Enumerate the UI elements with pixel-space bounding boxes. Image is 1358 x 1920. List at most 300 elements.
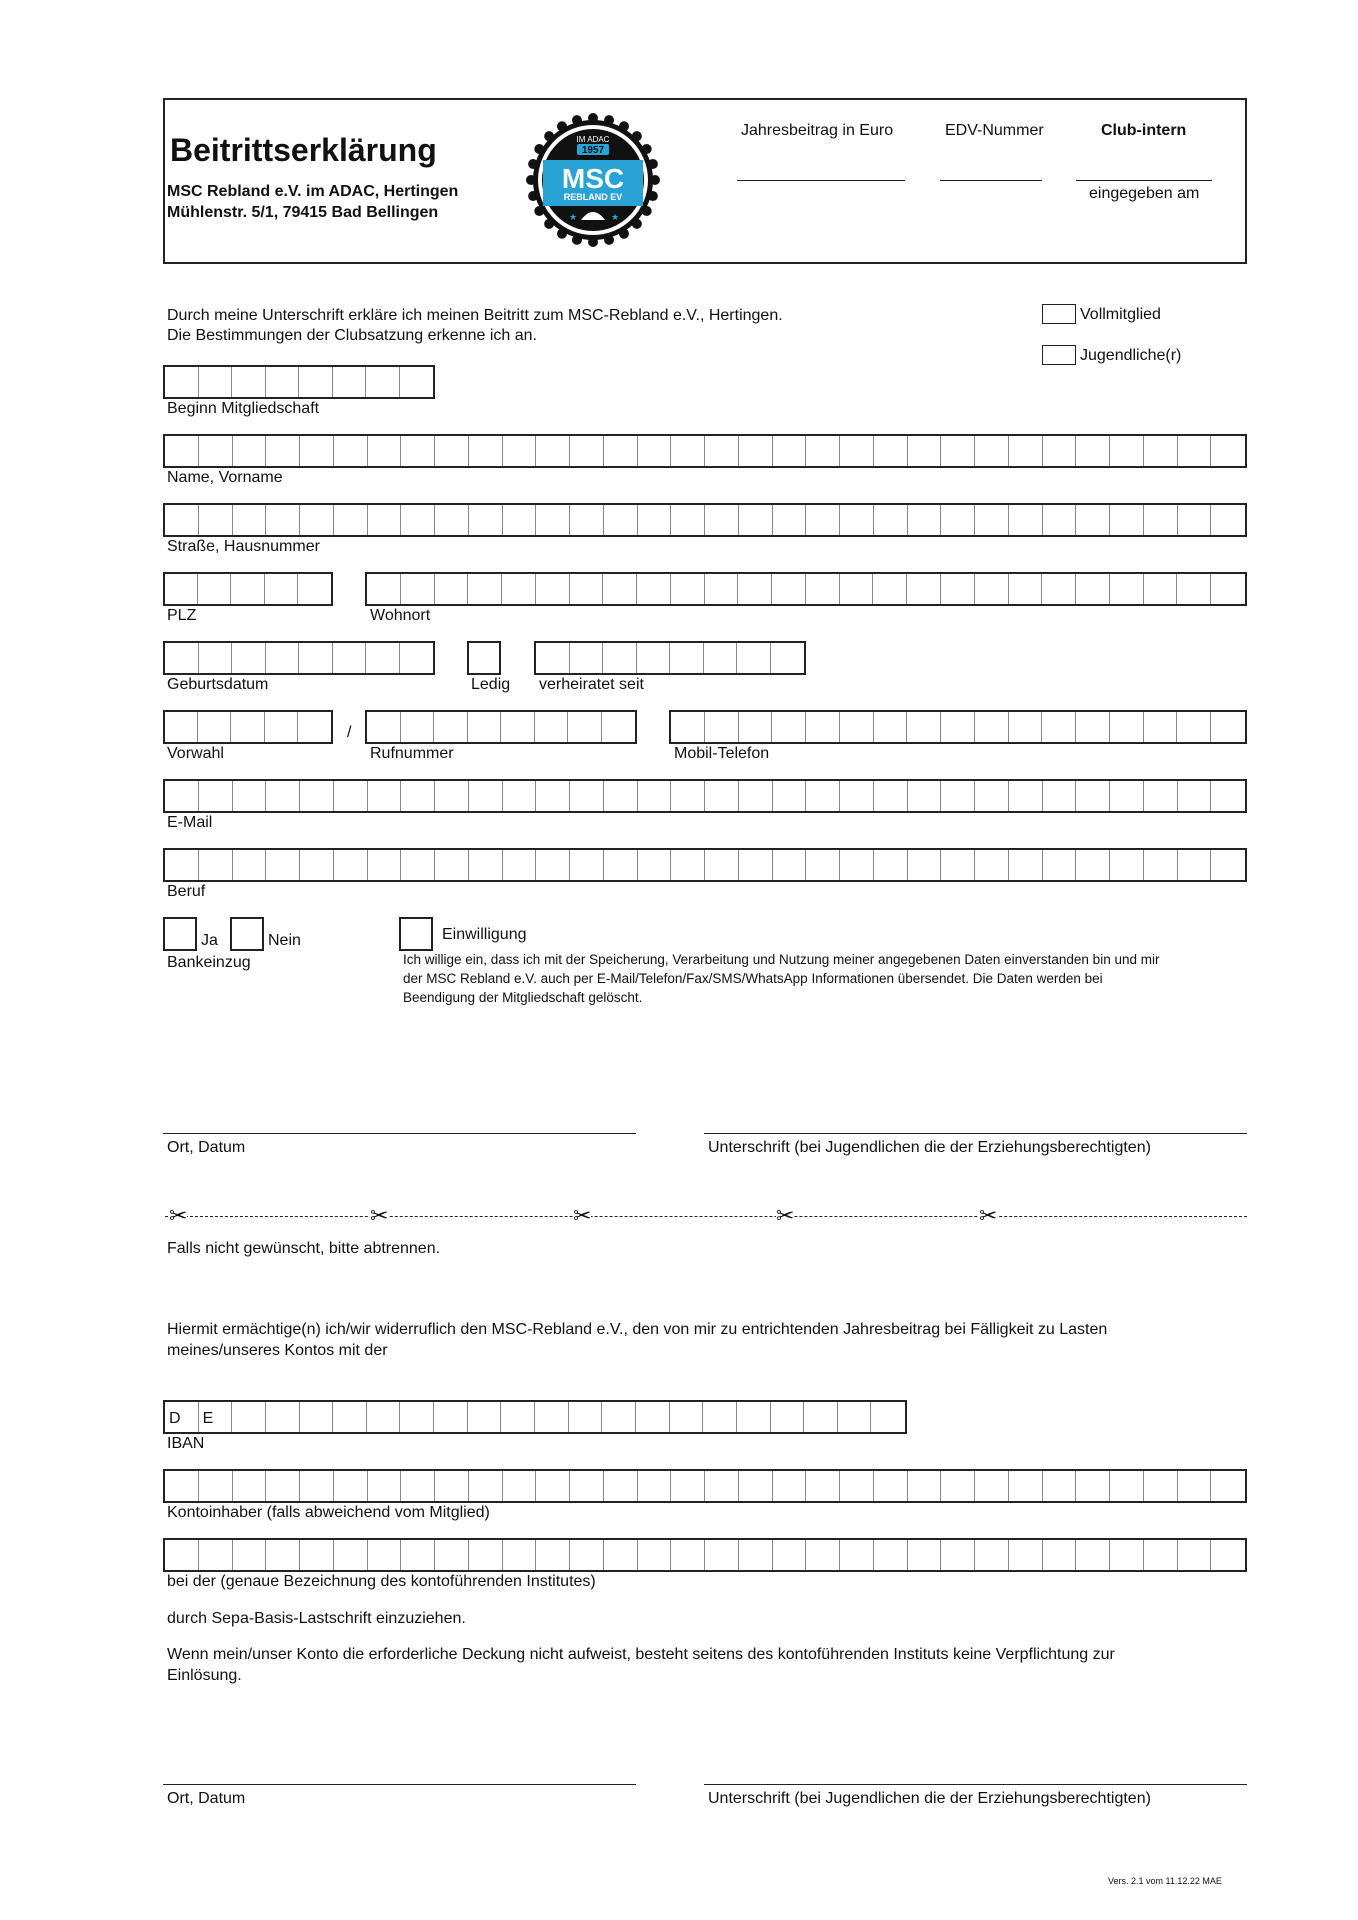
- grid-cell[interactable]: [266, 436, 300, 466]
- grid-cell[interactable]: [840, 436, 874, 466]
- grid-cell[interactable]: [435, 505, 469, 535]
- grid-cell[interactable]: [570, 505, 604, 535]
- grid-cell[interactable]: [975, 436, 1009, 466]
- grid-cell[interactable]: [1110, 1471, 1144, 1501]
- grid-cell[interactable]: [1043, 850, 1077, 880]
- grid-cell[interactable]: [806, 436, 840, 466]
- place-date-line-1[interactable]: [163, 1133, 636, 1134]
- grid-cell[interactable]: [535, 1402, 569, 1432]
- grid-cell[interactable]: [603, 574, 637, 604]
- grid-cell[interactable]: [773, 850, 807, 880]
- grid-cell[interactable]: [840, 574, 874, 604]
- grid-cell[interactable]: [368, 505, 402, 535]
- grid-cell[interactable]: [840, 1471, 874, 1501]
- grid-cell[interactable]: [299, 367, 333, 397]
- grid-cell[interactable]: [165, 1540, 199, 1570]
- grid-cell[interactable]: [400, 643, 433, 673]
- start-date-field[interactable]: [163, 365, 435, 399]
- grid-cell[interactable]: [300, 1540, 334, 1570]
- grid-cell[interactable]: [1178, 505, 1212, 535]
- grid-cell[interactable]: [838, 1402, 872, 1432]
- grid-cell[interactable]: [501, 712, 535, 742]
- grid-cell[interactable]: [536, 781, 570, 811]
- grid-cell[interactable]: [1211, 574, 1245, 604]
- grid-cell[interactable]: [671, 574, 705, 604]
- grid-cell[interactable]: [1110, 436, 1144, 466]
- grid-cell[interactable]: [469, 1540, 503, 1570]
- debit-yes-checkbox[interactable]: [163, 917, 197, 951]
- grid-cell[interactable]: [1009, 712, 1043, 742]
- grid-cell[interactable]: [1043, 436, 1077, 466]
- grid-cell[interactable]: [772, 712, 806, 742]
- grid-cell[interactable]: [975, 574, 1009, 604]
- grid-cell[interactable]: [638, 850, 672, 880]
- grid-cell[interactable]: [737, 643, 771, 673]
- place-date-line-2[interactable]: [163, 1784, 636, 1785]
- grid-cell[interactable]: [638, 1540, 672, 1570]
- grid-cell[interactable]: [874, 781, 908, 811]
- grid-cell[interactable]: [266, 643, 300, 673]
- grid-cell[interactable]: [300, 1402, 334, 1432]
- grid-cell[interactable]: [435, 1471, 469, 1501]
- grid-cell[interactable]: [1144, 505, 1178, 535]
- grid-cell[interactable]: [739, 505, 773, 535]
- grid-cell[interactable]: [1110, 1540, 1144, 1570]
- grid-cell[interactable]: [806, 574, 840, 604]
- grid-cell[interactable]: [233, 781, 267, 811]
- grid-cell[interactable]: [400, 367, 433, 397]
- grid-cell[interactable]: [198, 574, 231, 604]
- grid-cell[interactable]: [300, 781, 334, 811]
- grid-cell[interactable]: [705, 781, 739, 811]
- grid-cell[interactable]: [434, 1402, 468, 1432]
- grid-cell[interactable]: [1178, 1471, 1212, 1501]
- grid-cell[interactable]: [199, 781, 233, 811]
- grid-cell[interactable]: [1178, 1540, 1212, 1570]
- grid-cell[interactable]: [165, 1471, 199, 1501]
- zip-field[interactable]: [163, 572, 333, 606]
- grid-cell[interactable]: [806, 1540, 840, 1570]
- grid-cell[interactable]: [739, 1540, 773, 1570]
- edv-number-line[interactable]: [940, 180, 1042, 181]
- grid-cell[interactable]: [198, 712, 231, 742]
- single-checkbox[interactable]: [467, 641, 501, 675]
- grid-cell[interactable]: [1076, 781, 1110, 811]
- grid-cell[interactable]: [468, 574, 502, 604]
- grid-cell[interactable]: [1076, 436, 1110, 466]
- grid-cell[interactable]: [536, 1540, 570, 1570]
- grid-cell[interactable]: [334, 1540, 368, 1570]
- grid-cell[interactable]: [1144, 1471, 1178, 1501]
- grid-cell[interactable]: [570, 850, 604, 880]
- grid-cell[interactable]: [975, 1471, 1009, 1501]
- grid-cell[interactable]: [469, 436, 503, 466]
- grid-cell[interactable]: [874, 505, 908, 535]
- grid-cell[interactable]: [804, 1402, 838, 1432]
- grid-cell[interactable]: [334, 436, 368, 466]
- signature-line-2[interactable]: [704, 1784, 1247, 1785]
- grid-cell[interactable]: [941, 574, 975, 604]
- grid-cell[interactable]: [199, 1471, 233, 1501]
- grid-cell[interactable]: [199, 850, 233, 880]
- grid-cell[interactable]: [199, 1540, 233, 1570]
- grid-cell[interactable]: [233, 850, 267, 880]
- grid-cell[interactable]: [199, 436, 233, 466]
- grid-cell[interactable]: [368, 1471, 402, 1501]
- grid-cell[interactable]: [1009, 436, 1043, 466]
- grid-cell[interactable]: [231, 574, 264, 604]
- grid-cell[interactable]: [233, 505, 267, 535]
- grid-cell[interactable]: [705, 850, 739, 880]
- grid-cell[interactable]: [604, 436, 638, 466]
- grid-cell[interactable]: [334, 505, 368, 535]
- grid-cell[interactable]: [874, 850, 908, 880]
- grid-cell[interactable]: [266, 367, 300, 397]
- grid-cell[interactable]: [1043, 1540, 1077, 1570]
- grid-cell[interactable]: [569, 1402, 603, 1432]
- grid-cell[interactable]: [233, 1540, 267, 1570]
- grid-cell[interactable]: [266, 505, 300, 535]
- grid-cell[interactable]: [975, 505, 1009, 535]
- grid-cell[interactable]: [368, 1540, 402, 1570]
- grid-cell[interactable]: [671, 505, 705, 535]
- grid-cell[interactable]: [1211, 505, 1245, 535]
- grid-cell[interactable]: [907, 574, 941, 604]
- grid-cell[interactable]: [671, 781, 705, 811]
- grid-cell[interactable]: [1009, 850, 1043, 880]
- grid-cell[interactable]: [400, 1402, 434, 1432]
- grid-cell[interactable]: [300, 436, 334, 466]
- grid-cell[interactable]: [469, 505, 503, 535]
- grid-cell[interactable]: [265, 574, 298, 604]
- grid-cell[interactable]: [705, 1471, 739, 1501]
- grid-cell[interactable]: [1211, 850, 1245, 880]
- grid-cell[interactable]: [298, 712, 331, 742]
- grid-cell[interactable]: [1178, 781, 1212, 811]
- grid-cell[interactable]: [535, 712, 569, 742]
- grid-cell[interactable]: [941, 781, 975, 811]
- grid-cell[interactable]: [1009, 574, 1043, 604]
- grid-cell[interactable]: [401, 1540, 435, 1570]
- grid-cell[interactable]: [738, 574, 772, 604]
- grid-cell[interactable]: [536, 1471, 570, 1501]
- grid-cell[interactable]: [638, 1471, 672, 1501]
- grid-cell[interactable]: [298, 574, 331, 604]
- grid-cell[interactable]: [570, 574, 604, 604]
- grid-cell[interactable]: [165, 643, 199, 673]
- youth-member-checkbox[interactable]: [1042, 345, 1076, 365]
- job-field[interactable]: [163, 848, 1247, 882]
- grid-cell[interactable]: [908, 505, 942, 535]
- grid-cell[interactable]: [771, 643, 804, 673]
- grid-cell[interactable]: [941, 436, 975, 466]
- grid-cell[interactable]: [266, 1402, 300, 1432]
- grid-cell[interactable]: [1211, 436, 1245, 466]
- street-field[interactable]: [163, 503, 1247, 537]
- grid-cell[interactable]: [1042, 574, 1076, 604]
- grid-cell[interactable]: [265, 712, 298, 742]
- grid-cell[interactable]: [604, 1540, 638, 1570]
- signature-line-1[interactable]: [704, 1133, 1247, 1134]
- grid-cell[interactable]: [568, 712, 602, 742]
- grid-cell[interactable]: [503, 1471, 537, 1501]
- grid-cell[interactable]: [772, 574, 806, 604]
- grid-cell[interactable]: [1144, 436, 1178, 466]
- grid-cell[interactable]: [1177, 574, 1211, 604]
- birthdate-field[interactable]: [163, 641, 435, 675]
- grid-cell[interactable]: [536, 505, 570, 535]
- grid-cell[interactable]: [1042, 712, 1076, 742]
- grid-cell[interactable]: [1009, 505, 1043, 535]
- grid-cell[interactable]: [671, 712, 705, 742]
- grid-cell[interactable]: [907, 712, 941, 742]
- grid-cell[interactable]: [165, 574, 198, 604]
- grid-cell[interactable]: [570, 781, 604, 811]
- grid-cell[interactable]: [165, 367, 199, 397]
- grid-cell[interactable]: [536, 850, 570, 880]
- grid-cell[interactable]: [1211, 781, 1245, 811]
- grid-cell[interactable]: [671, 436, 705, 466]
- grid-cell[interactable]: [300, 1471, 334, 1501]
- grid-cell[interactable]: [570, 1540, 604, 1570]
- city-field[interactable]: [365, 572, 1247, 606]
- grid-cell[interactable]: [401, 781, 435, 811]
- grid-cell[interactable]: [670, 1402, 704, 1432]
- grid-cell[interactable]: [435, 436, 469, 466]
- grid-cell[interactable]: [840, 712, 874, 742]
- grid-cell[interactable]: [704, 643, 738, 673]
- grid-cell[interactable]: [266, 781, 300, 811]
- grid-cell[interactable]: [266, 1540, 300, 1570]
- grid-cell[interactable]: [503, 505, 537, 535]
- grid-cell[interactable]: [199, 367, 233, 397]
- grid-cell[interactable]: [1110, 574, 1144, 604]
- grid-cell[interactable]: [231, 712, 264, 742]
- grid-cell[interactable]: [434, 712, 468, 742]
- grid-cell[interactable]: [739, 850, 773, 880]
- grid-cell[interactable]: E: [199, 1402, 233, 1432]
- grid-cell[interactable]: [165, 505, 199, 535]
- grid-cell[interactable]: D: [165, 1402, 199, 1432]
- grid-cell[interactable]: [233, 1471, 267, 1501]
- grid-cell[interactable]: [1144, 781, 1178, 811]
- name-field[interactable]: [163, 434, 1247, 468]
- grid-cell[interactable]: [1144, 712, 1178, 742]
- grid-cell[interactable]: [705, 436, 739, 466]
- grid-cell[interactable]: [806, 712, 840, 742]
- grid-cell[interactable]: [604, 505, 638, 535]
- grid-cell[interactable]: [739, 1471, 773, 1501]
- grid-cell[interactable]: [874, 436, 908, 466]
- grid-cell[interactable]: [570, 436, 604, 466]
- grid-cell[interactable]: [401, 712, 435, 742]
- grid-cell[interactable]: [840, 505, 874, 535]
- grid-cell[interactable]: [637, 574, 671, 604]
- grid-cell[interactable]: [468, 1402, 502, 1432]
- grid-cell[interactable]: [1211, 1540, 1245, 1570]
- grid-cell[interactable]: [604, 781, 638, 811]
- grid-cell[interactable]: [1110, 712, 1144, 742]
- grid-cell[interactable]: [165, 436, 199, 466]
- grid-cell[interactable]: [435, 781, 469, 811]
- grid-cell[interactable]: [1076, 850, 1110, 880]
- grid-cell[interactable]: [503, 781, 537, 811]
- grid-cell[interactable]: [1178, 850, 1212, 880]
- grid-cell[interactable]: [739, 712, 773, 742]
- grid-cell[interactable]: [908, 850, 942, 880]
- grid-cell[interactable]: [401, 505, 435, 535]
- grid-cell[interactable]: [469, 850, 503, 880]
- grid-cell[interactable]: [638, 436, 672, 466]
- grid-cell[interactable]: [570, 643, 604, 673]
- grid-cell[interactable]: [739, 781, 773, 811]
- grid-cell[interactable]: [333, 643, 367, 673]
- grid-cell[interactable]: [503, 436, 537, 466]
- grid-cell[interactable]: [232, 1402, 266, 1432]
- grid-cell[interactable]: [368, 850, 402, 880]
- grid-cell[interactable]: [806, 781, 840, 811]
- grid-cell[interactable]: [165, 850, 199, 880]
- grid-cell[interactable]: [333, 367, 367, 397]
- grid-cell[interactable]: [739, 436, 773, 466]
- grid-cell[interactable]: [401, 1471, 435, 1501]
- grid-cell[interactable]: [199, 643, 233, 673]
- grid-cell[interactable]: [771, 1402, 805, 1432]
- grid-cell[interactable]: [638, 781, 672, 811]
- grid-cell[interactable]: [334, 850, 368, 880]
- grid-cell[interactable]: [773, 781, 807, 811]
- grid-cell[interactable]: [908, 436, 942, 466]
- iban-field[interactable]: [163, 1400, 907, 1434]
- grid-cell[interactable]: [1177, 712, 1211, 742]
- grid-cell[interactable]: [1076, 574, 1110, 604]
- grid-cell[interactable]: [873, 574, 907, 604]
- grid-cell[interactable]: [840, 850, 874, 880]
- grid-cell[interactable]: [503, 850, 537, 880]
- grid-cell[interactable]: [603, 643, 637, 673]
- grid-cell[interactable]: [1178, 436, 1212, 466]
- grid-cell[interactable]: [773, 1471, 807, 1501]
- grid-cell[interactable]: [1144, 1540, 1178, 1570]
- grid-cell[interactable]: [975, 712, 1009, 742]
- grid-cell[interactable]: [604, 1471, 638, 1501]
- grid-cell[interactable]: [1009, 781, 1043, 811]
- account-holder-field[interactable]: [163, 1469, 1247, 1503]
- grid-cell[interactable]: [1211, 1471, 1245, 1501]
- grid-cell[interactable]: [233, 436, 267, 466]
- grid-cell[interactable]: [1043, 781, 1077, 811]
- grid-cell[interactable]: [1144, 574, 1178, 604]
- consent-checkbox[interactable]: [399, 917, 433, 951]
- grid-cell[interactable]: [941, 850, 975, 880]
- grid-cell[interactable]: [806, 505, 840, 535]
- phone-field[interactable]: [365, 710, 637, 744]
- grid-cell[interactable]: [266, 1471, 300, 1501]
- grid-cell[interactable]: [671, 1471, 705, 1501]
- grid-cell[interactable]: [705, 505, 739, 535]
- grid-cell[interactable]: [806, 850, 840, 880]
- grid-cell[interactable]: [941, 1540, 975, 1570]
- grid-cell[interactable]: [368, 781, 402, 811]
- grid-cell[interactable]: [469, 781, 503, 811]
- grid-cell[interactable]: [1110, 505, 1144, 535]
- grid-cell[interactable]: [299, 643, 333, 673]
- grid-cell[interactable]: [705, 1540, 739, 1570]
- grid-cell[interactable]: [840, 781, 874, 811]
- grid-cell[interactable]: [435, 1540, 469, 1570]
- grid-cell[interactable]: [638, 505, 672, 535]
- grid-cell[interactable]: [840, 1540, 874, 1570]
- grid-cell[interactable]: [941, 505, 975, 535]
- grid-cell[interactable]: [503, 1540, 537, 1570]
- grid-cell[interactable]: [401, 436, 435, 466]
- grid-cell[interactable]: [941, 712, 975, 742]
- grid-cell[interactable]: [705, 712, 739, 742]
- grid-cell[interactable]: [468, 712, 502, 742]
- grid-cell[interactable]: [941, 1471, 975, 1501]
- grid-cell[interactable]: [501, 1402, 535, 1432]
- grid-cell[interactable]: [636, 1402, 670, 1432]
- grid-cell[interactable]: [368, 436, 402, 466]
- grid-cell[interactable]: [806, 1471, 840, 1501]
- grid-cell[interactable]: [300, 850, 334, 880]
- grid-cell[interactable]: [871, 1402, 905, 1432]
- grid-cell[interactable]: [536, 643, 570, 673]
- annual-fee-line[interactable]: [737, 180, 905, 181]
- email-field[interactable]: [163, 779, 1247, 813]
- grid-cell[interactable]: [874, 712, 908, 742]
- grid-cell[interactable]: [232, 643, 266, 673]
- grid-cell[interactable]: [773, 1540, 807, 1570]
- grid-cell[interactable]: [334, 1471, 368, 1501]
- debit-no-checkbox[interactable]: [230, 917, 264, 951]
- grid-cell[interactable]: [367, 712, 401, 742]
- grid-cell[interactable]: [1009, 1471, 1043, 1501]
- grid-cell[interactable]: [773, 505, 807, 535]
- grid-cell[interactable]: [705, 574, 739, 604]
- grid-cell[interactable]: [536, 574, 570, 604]
- grid-cell[interactable]: [874, 1540, 908, 1570]
- grid-cell[interactable]: [1043, 505, 1077, 535]
- grid-cell[interactable]: [737, 1402, 771, 1432]
- grid-cell[interactable]: [908, 1540, 942, 1570]
- grid-cell[interactable]: [232, 367, 266, 397]
- grid-cell[interactable]: [604, 850, 638, 880]
- grid-cell[interactable]: [1076, 712, 1110, 742]
- grid-cell[interactable]: [401, 850, 435, 880]
- grid-cell[interactable]: [366, 367, 400, 397]
- bank-name-field[interactable]: [163, 1538, 1247, 1572]
- grid-cell[interactable]: [671, 1540, 705, 1570]
- grid-cell[interactable]: [300, 505, 334, 535]
- grid-cell[interactable]: [637, 643, 671, 673]
- grid-cell[interactable]: [266, 850, 300, 880]
- grid-cell[interactable]: [570, 1471, 604, 1501]
- grid-cell[interactable]: [435, 574, 469, 604]
- grid-cell[interactable]: [975, 781, 1009, 811]
- grid-cell[interactable]: [366, 643, 400, 673]
- grid-cell[interactable]: [1076, 1471, 1110, 1501]
- grid-cell[interactable]: [602, 1402, 636, 1432]
- mobile-field[interactable]: [669, 710, 1247, 744]
- grid-cell[interactable]: [333, 1402, 367, 1432]
- grid-cell[interactable]: [602, 712, 635, 742]
- married-since-field[interactable]: [534, 641, 806, 675]
- grid-cell[interactable]: [367, 574, 401, 604]
- grid-cell[interactable]: [165, 781, 199, 811]
- grid-cell[interactable]: [334, 781, 368, 811]
- grid-cell[interactable]: [1110, 781, 1144, 811]
